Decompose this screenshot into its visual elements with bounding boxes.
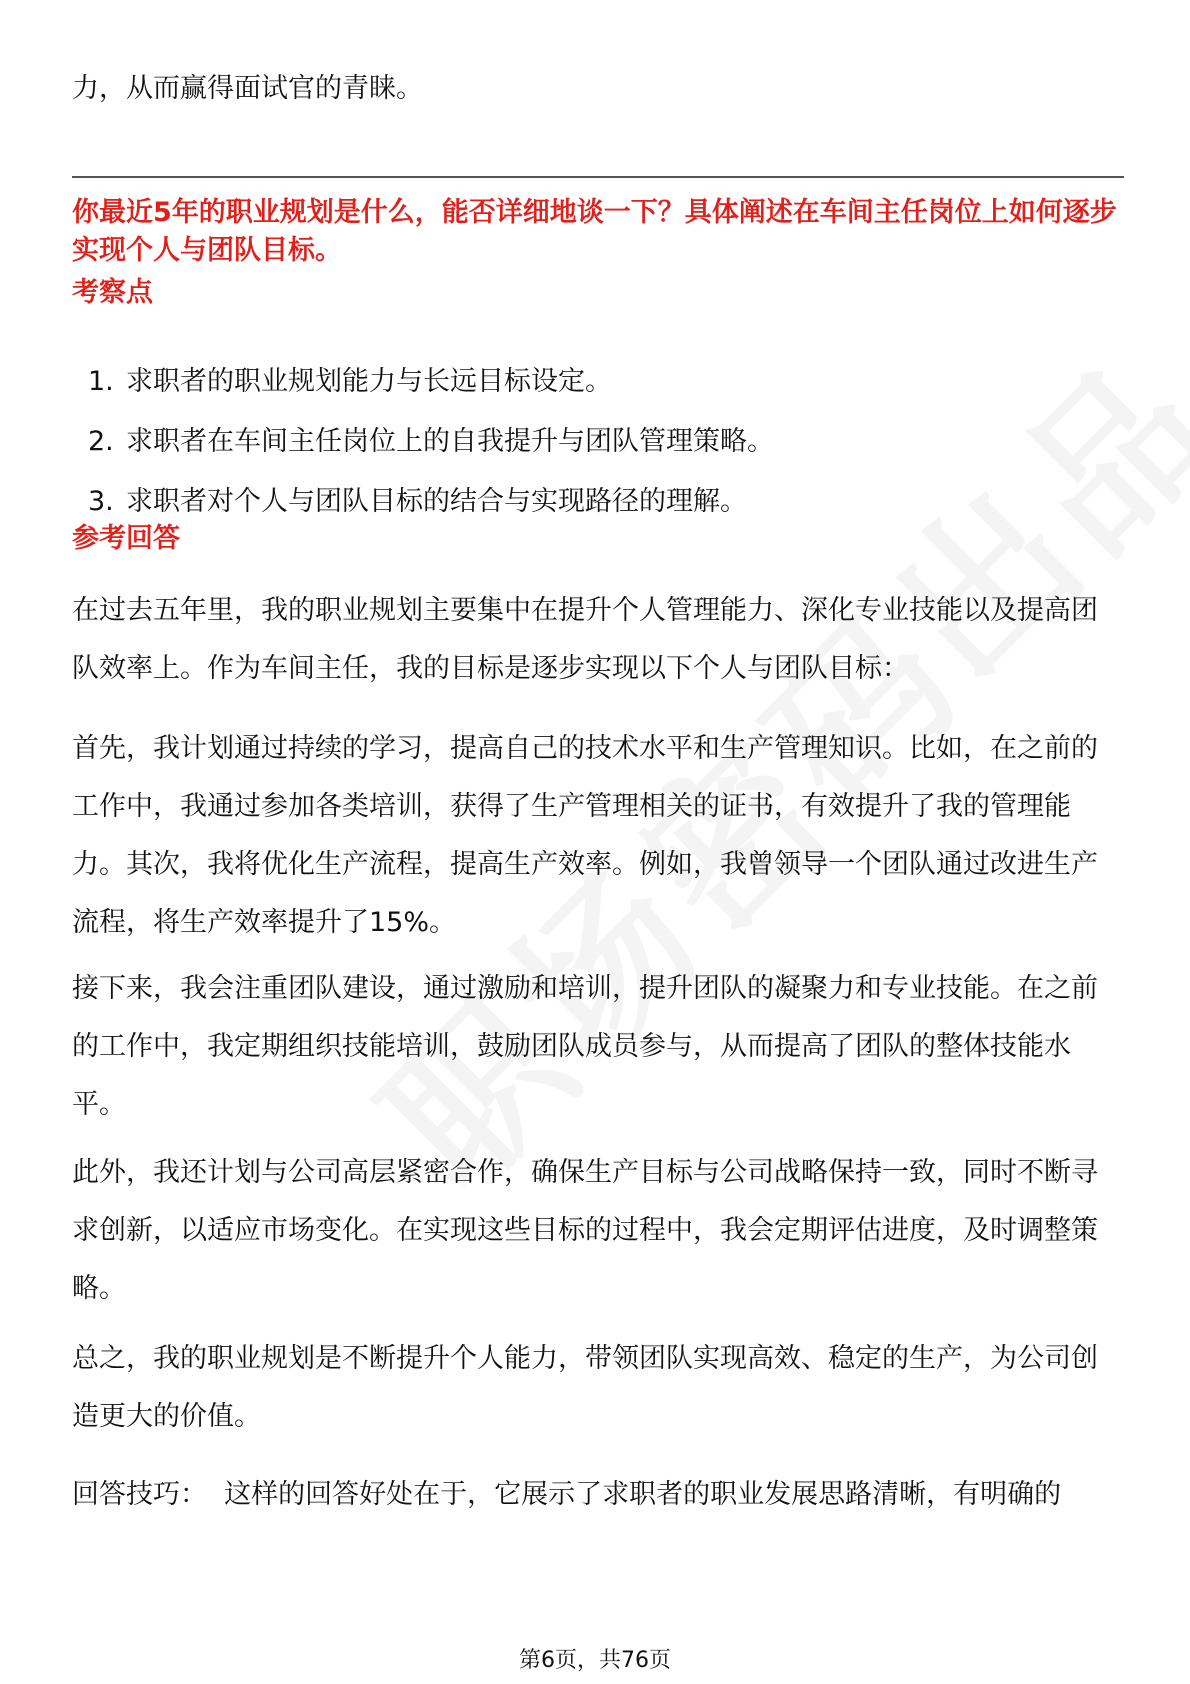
answer-paragraph-1: 在过去五年里，我的职业规划主要集中在提升个人管理能力、深化专业技能以及提高团队效率上。作为车间主任，我的目标是逐步实现以下个人与团队目标：: [72, 595, 1098, 684]
focus-list: [88, 362, 774, 542]
question-title: 你最近5年的职业规划是什么，能否详细地谈一下？具体阐述在车间主任岗位上如何逐步实现个人与团队目标。: [72, 197, 1117, 266]
divider: [72, 176, 1124, 178]
answer-paragraph-3: 接下来，我会注重团队建设，通过激励和培训，提升团队的凝聚力和专业技能。在之前的工作中，我定期组织技能培训，鼓励团队成员参与，从而提高了团队的整体技能水平。: [72, 973, 1098, 1120]
list-item: 3. 求职者对个人与团队目标的结合与实现路径的理解。: [88, 486, 747, 517]
focus-heading: 考察点: [72, 277, 153, 308]
answer-paragraph-2: 首先，我计划通过持续的学习，提高自己的技术水平和生产管理知识。比如，在之前的工作中，我通过参加各类培训，获得了生产管理相关的证书，有效提升了我的管理能力。其次，我将优化生产流程，提高生产效率。例如，我曾领导一个团队通过改进生产流程，将生产效率提升了15%。: [72, 733, 1098, 938]
intro-line: 力，从而赢得面试官的青睐。: [72, 73, 423, 104]
answer-paragraph-4: 此外，我还计划与公司高层紧密合作，确保生产目标与公司战略保持一致，同时不断寻求创新，以适应市场变化。在实现这些目标的过程中，我会定期评估进度，及时调整策略。: [72, 1157, 1098, 1304]
page-number: 第6页，共76页: [519, 1648, 671, 1673]
answer-heading: 参考回答: [72, 523, 180, 554]
list-item: 2. 求职者在车间主任岗位上的自我提升与团队管理策略。: [88, 426, 774, 457]
answer-paragraph-5: 总之，我的职业规划是不断提升个人能力，带领团队实现高效、稳定的生产，为公司创造更大的价值。: [72, 1343, 1098, 1432]
list-item: 1. 求职者的职业规划能力与长远目标设定。: [88, 366, 612, 397]
answer-tip: 回答技巧： 这样的回答好处在于，它展示了求职者的职业发展思路清晰，有明确的: [72, 1479, 1062, 1510]
